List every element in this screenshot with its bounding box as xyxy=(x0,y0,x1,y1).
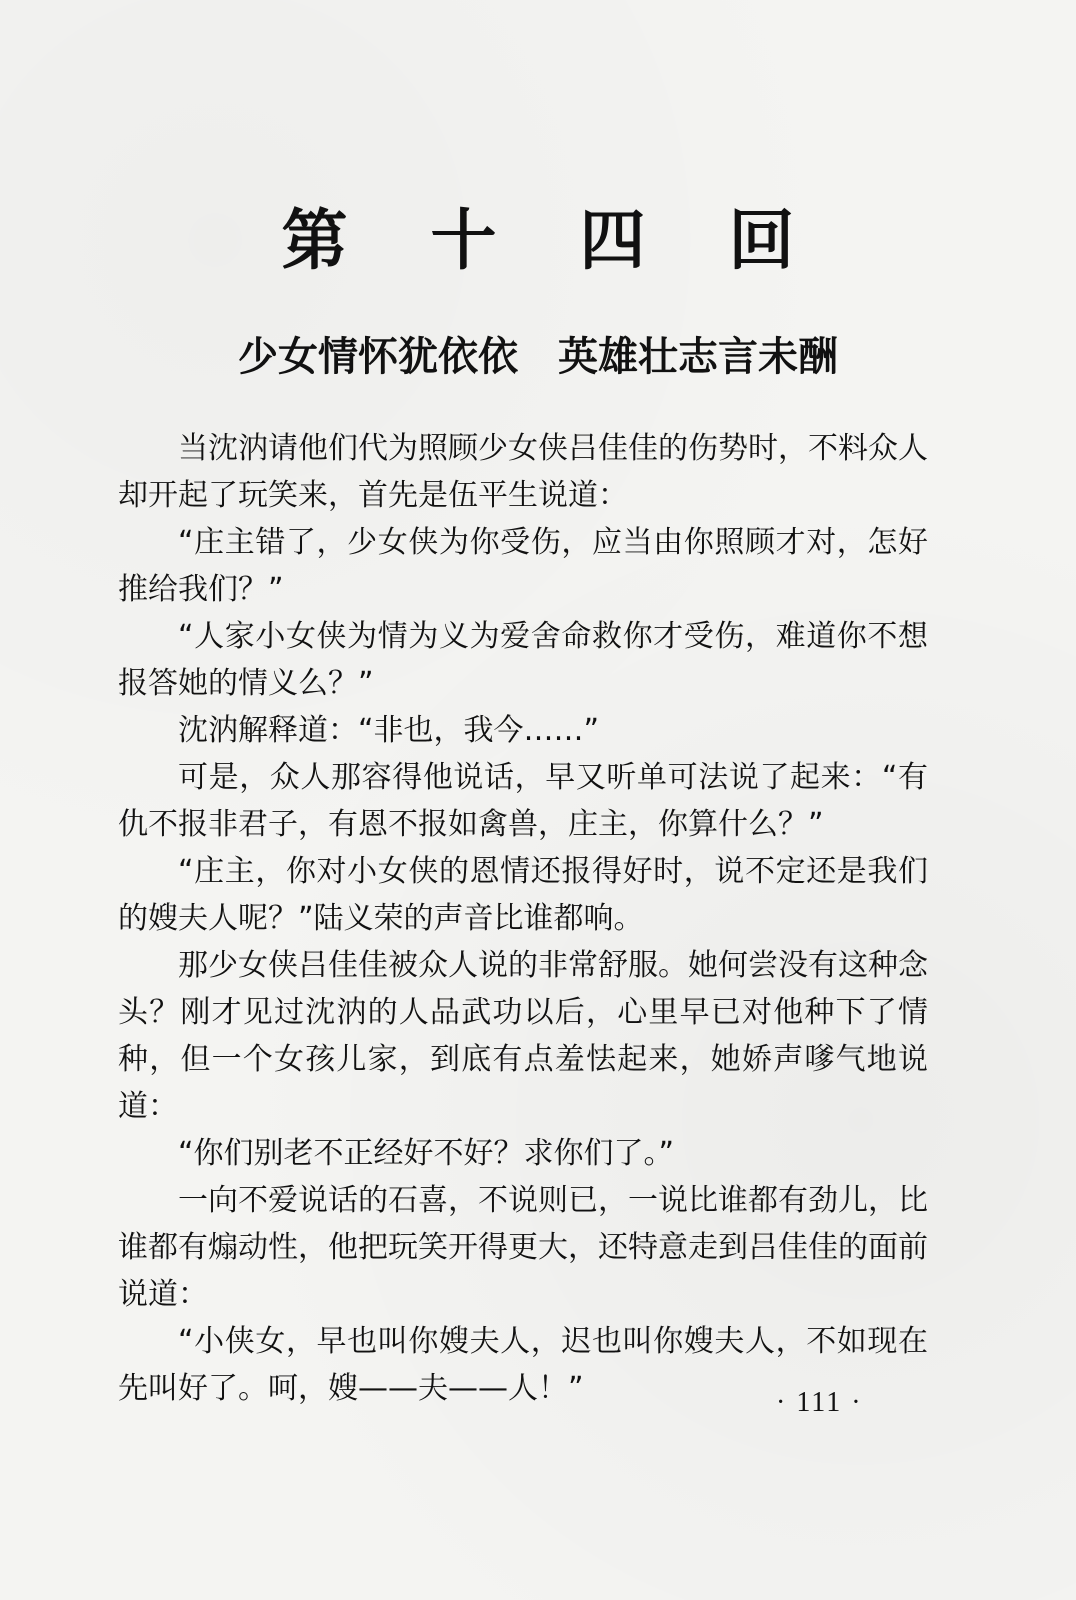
body-text xyxy=(118,425,928,1412)
paragraph: 当沈汭请他们代为照顾少女侠吕佳佳的伤势时，不料众人却开起了玩笑来，首先是伍平生说道： xyxy=(118,431,928,513)
paragraph: “小侠女，早也叫你嫂夫人，迟也叫你嫂夫人，不如现在先叫好了。呵，嫂——夫——人！” xyxy=(118,1324,928,1406)
paragraph: “庄主，你对小女侠的恩情还报得好时，说不定还是我们的嫂夫人呢？”陆义荣的声音比谁都响。 xyxy=(118,854,928,936)
paragraph: “你们别老不正经好不好？求你们了。” xyxy=(178,1136,675,1171)
chapter-subtitle: 少女情怀犹依依 英雄壮志言未酬 xyxy=(238,334,838,380)
chapter-title: 第 十 四 回 xyxy=(281,201,825,279)
paragraph: 可是，众人那容得他说话，早又听单可法说了起来：“有仇不报非君子，有恩不报如禽兽，庄主，你算什么？” xyxy=(118,760,928,842)
paragraph: 一向不爱说话的石喜，不说则已，一说比谁都有劲儿，比谁都有煽动性，他把玩笑开得更大，还特意走到吕佳佳的面前说道： xyxy=(118,1183,928,1312)
paragraph: “人家小女侠为情为义为爱舍命救你才受伤，难道你不想报答她的情义么？” xyxy=(118,619,928,701)
paragraph: “庄主错了，少女侠为你受伤，应当由你照顾才对，怎好推给我们？” xyxy=(118,525,928,607)
paragraph: 沈汭解释道：“非也，我今……” xyxy=(178,713,600,748)
paragraph: 那少女侠吕佳佳被众人说的非常舒服。她何尝没有这种念头？刚才见过沈汭的人品武功以后，心里早已对他种下了情种，但一个女孩儿家，到底有点羞怯起来，她娇声嗲气地说道： xyxy=(118,948,928,1124)
page-number: · 111 · xyxy=(776,1387,863,1418)
